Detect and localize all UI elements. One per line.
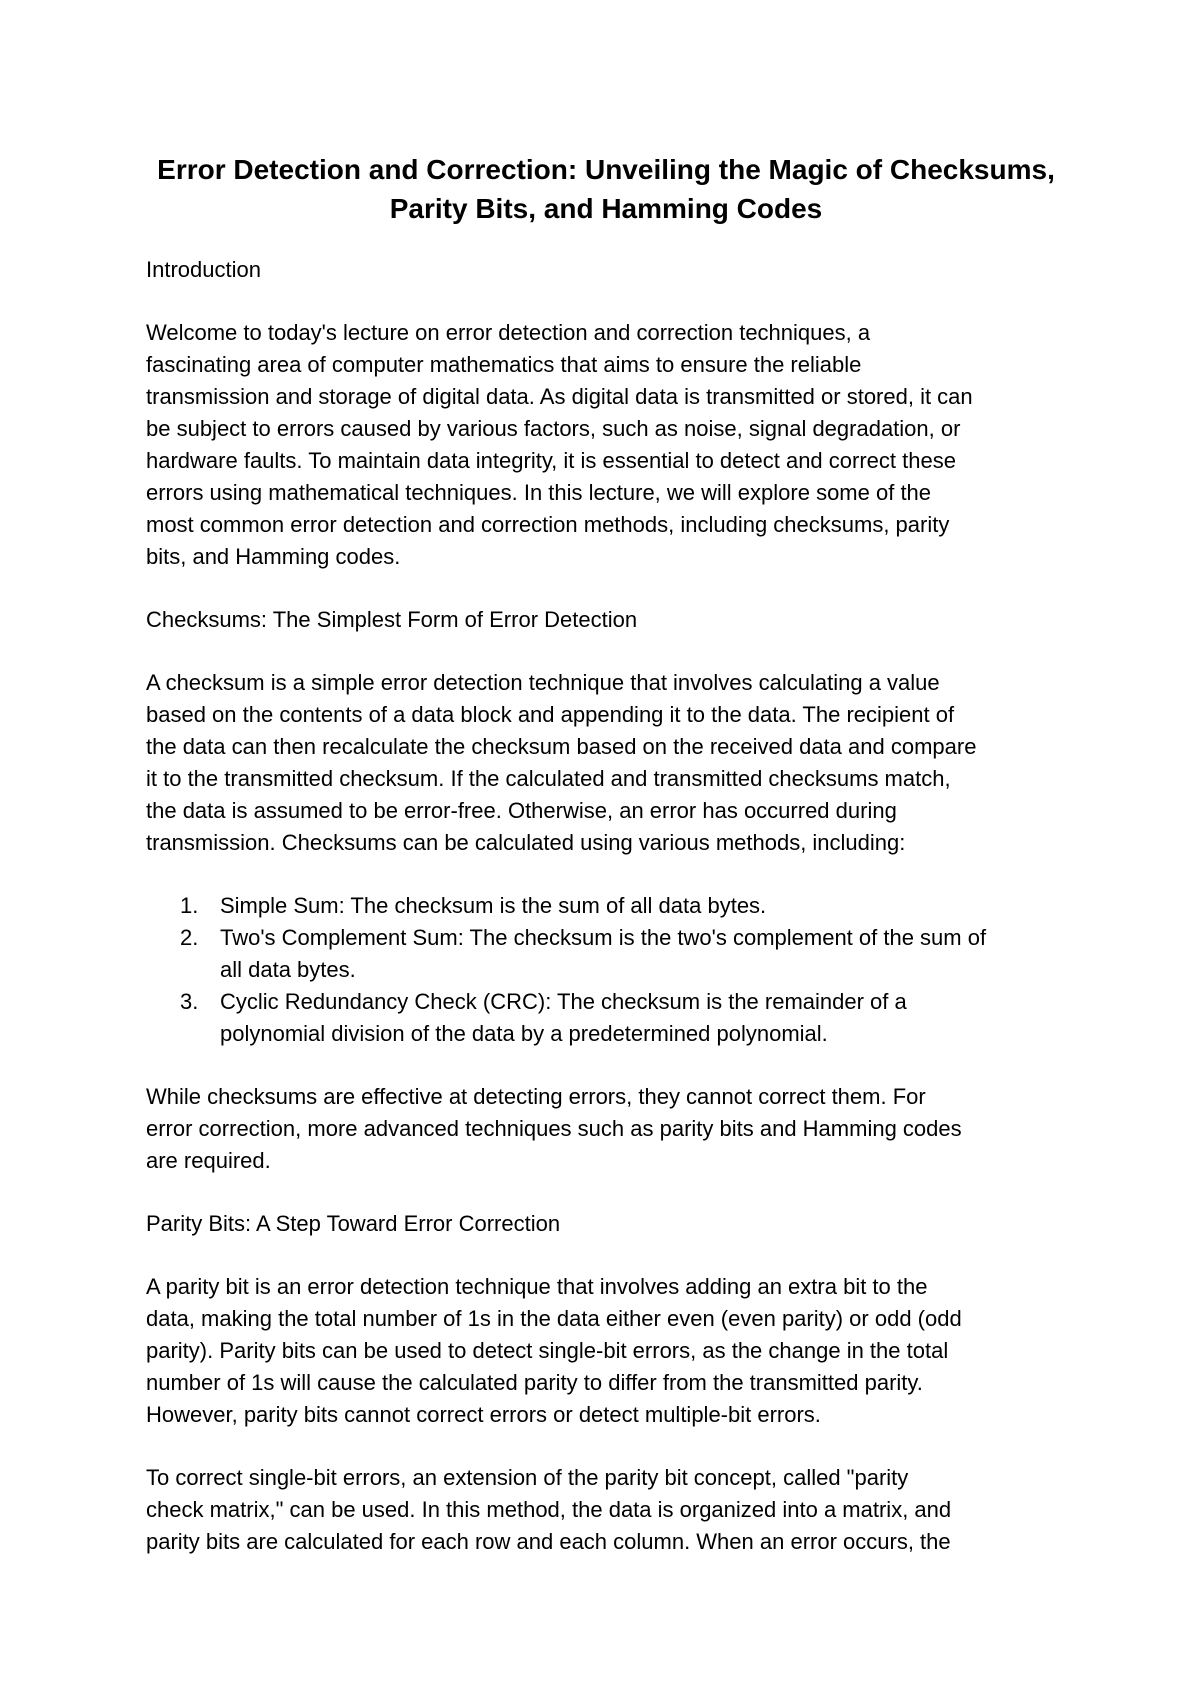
paragraph-line: hardware faults. To maintain data integrity, it is essential to detect and correct these — [146, 448, 956, 473]
list-item-number: 3. — [180, 989, 199, 1014]
paragraph-line: errors using mathematical techniques. In this lecture, we will explore some of the — [146, 480, 932, 505]
paragraph-line: based on the contents of a data block and appending it to the data. The recipient of — [146, 702, 955, 727]
paragraph-line: However, parity bits cannot correct errors or detect multiple-bit errors. — [146, 1402, 821, 1427]
paragraph-line: transmission and storage of digital data. As digital data is transmitted or stored, it can — [146, 384, 973, 409]
paragraph-line: it to the transmitted checksum. If the calculated and transmitted checksums match, — [146, 766, 951, 791]
document-page — [146, 150, 1066, 1589]
list-item — [146, 986, 1066, 1050]
parity-bits-paragraph — [146, 1271, 1066, 1431]
title-line: Parity Bits, and Hamming Codes — [389, 193, 823, 224]
list-item-text: Simple Sum: The checksum is the sum of all data bytes. — [220, 893, 767, 918]
checksums-heading: Checksums: The Simplest Form of Error Detection — [146, 607, 638, 632]
paragraph-line: A parity bit is an error detection technique that involves adding an extra bit to the — [146, 1274, 928, 1299]
paragraph-line: error correction, more advanced techniques such as parity bits and Hamming codes — [146, 1116, 962, 1141]
list-item — [146, 922, 1066, 986]
paragraph-line: most common error detection and correction methods, including checksums, parity — [146, 512, 950, 537]
list-item-text: Cyclic Redundancy Check (CRC): The checksum is the remainder of a — [220, 989, 907, 1014]
paragraph-line: fascinating area of computer mathematics that aims to ensure the reliable — [146, 352, 862, 377]
paragraph-line: number of 1s will cause the calculated parity to differ from the transmitted parity. — [146, 1370, 923, 1395]
paragraph-line: the data can then recalculate the checksum based on the received data and compare — [146, 734, 977, 759]
checksums-paragraph — [146, 667, 1066, 859]
introduction-heading: Introduction — [146, 257, 261, 282]
paragraph-line: A checksum is a simple error detection technique that involves calculating a value — [146, 670, 940, 695]
list-item-text: all data bytes. — [220, 957, 356, 982]
paragraph-line: data, making the total number of 1s in the data either even (even parity) or odd (odd — [146, 1306, 962, 1331]
paragraph-line: parity bits are calculated for each row and each column. When an error occurs, the — [146, 1529, 951, 1554]
list-item-number: 1. — [180, 893, 199, 918]
introduction-paragraph — [146, 317, 1066, 573]
paragraph-line: bits, and Hamming codes. — [146, 544, 401, 569]
paragraph-line: To correct single-bit errors, an extension of the parity bit concept, called "parity — [146, 1465, 909, 1490]
parity-check-matrix-paragraph — [146, 1462, 1066, 1558]
paragraph-line: check matrix," can be used. In this method, the data is organized into a matrix, and — [146, 1497, 952, 1522]
list-item-number: 2. — [180, 925, 199, 950]
paragraph-line: the data is assumed to be error-free. Otherwise, an error has occurred during — [146, 798, 897, 823]
paragraph-line: parity). Parity bits can be used to detect single-bit errors, as the change in the total — [146, 1338, 949, 1363]
paragraph-line: Welcome to today's lecture on error detection and correction techniques, a — [146, 320, 871, 345]
list-item-text: Two's Complement Sum: The checksum is the two's complement of the sum of — [220, 925, 987, 950]
checksum-methods-list — [146, 890, 1066, 1050]
document-title — [146, 150, 1066, 228]
list-item-text: polynomial division of the data by a predetermined polynomial. — [220, 1021, 828, 1046]
paragraph-line: While checksums are effective at detecting errors, they cannot correct them. For — [146, 1084, 926, 1109]
paragraph-line: transmission. Checksums can be calculated using various methods, including: — [146, 830, 906, 855]
parity-bits-heading: Parity Bits: A Step Toward Error Correction — [146, 1211, 561, 1236]
checksums-conclusion-paragraph — [146, 1081, 1066, 1177]
paragraph-line: are required. — [146, 1148, 271, 1173]
title-line: Error Detection and Correction: Unveiling the Magic of Checksums, — [157, 154, 1055, 185]
list-item — [146, 890, 1066, 922]
paragraph-line: be subject to errors caused by various factors, such as noise, signal degradation, or — [146, 416, 961, 441]
